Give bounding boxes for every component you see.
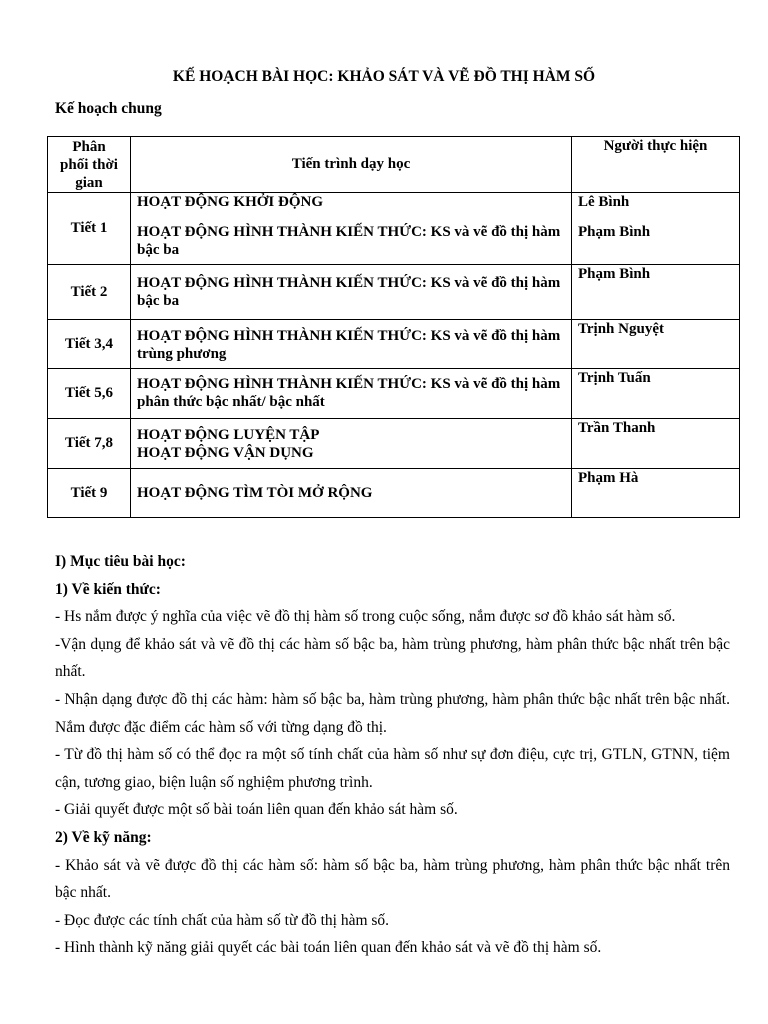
activity-cell [131,320,572,369]
activity-text: HOẠT ĐỘNG VẬN DỤNG [137,445,314,461]
table-row [48,320,740,369]
person-cell [572,469,740,518]
activity-text: HOẠT ĐỘNG HÌNH THÀNH KIẾN THỨC: KS và vẽ đồ thị hàm phân thức bậc nhất/ bậc nhất [137,376,561,410]
period-cell: Tiết 9 [48,469,131,518]
activity-cell [131,193,572,265]
knowledge-item: - Giải quyết được một số bài toán liên quan đến khảo sát hàm số. [55,801,458,819]
activity-text: HOẠT ĐỘNG HÌNH THÀNH KIẾN THỨC: KS và vẽ đồ thị hàm bậc ba [137,275,561,309]
table-header-row [48,137,740,193]
knowledge-item: - Nhận dạng được đồ thị các hàm: hàm số bậc ba, hàm trùng phương, hàm phân thức bậc nhất trên bậc nhất. Nắm được đặc điểm các hàm số với từng dạng đồ thị. [55,690,730,736]
knowledge-item: -Vận dụng để khảo sát và vẽ đồ thị các hàm số bậc ba, hàm trùng phương, hàm phân thức bậc nhất trên bậc nhất. [55,635,730,681]
header-time-line: gian [75,175,103,191]
person-cell [572,265,740,320]
skills-item: - Khảo sát và vẽ được đồ thị các hàm số: hàm số bậc ba, hàm trùng phương, hàm phân thức bậc nhất trên bậc nhất. [55,856,730,902]
header-person: Người thực hiện [572,137,740,193]
person-name: Trịnh Nguyệt [578,321,664,337]
activity-cell [131,419,572,469]
header-time [48,137,131,193]
person-name: Phạm Hà [578,470,639,486]
skills-heading: 2) Về kỹ năng: [55,828,152,846]
person-name: Phạm Bình [578,224,651,240]
activity-cell [131,369,572,419]
objectives-section [55,548,730,962]
person-name: Trịnh Tuấn [578,370,651,386]
activity-text: HOẠT ĐỘNG HÌNH THÀNH KIẾN THỨC: KS và vẽ đồ thị hàm bậc ba [137,224,561,258]
objectives-heading: I) Mục tiêu bài học: [55,553,186,570]
table-row [48,193,740,265]
lesson-plan-table [47,136,740,518]
activity-text: HOẠT ĐỘNG LUYỆN TẬP [137,427,320,443]
knowledge-heading: 1) Về kiến thức: [55,580,161,598]
skills-item: - Hình thành kỹ năng giải quyết các bài toán liên quan đến khảo sát và vẽ đồ thị hàm số. [55,939,602,957]
activity-text: HOẠT ĐỘNG TÌM TÒI MỞ RỘNG [137,485,373,501]
person-cell [572,320,740,369]
skills-item: - Đọc được các tính chất của hàm số từ đồ thị hàm số. [55,911,390,929]
activity-text: HOẠT ĐỘNG HÌNH THÀNH KIẾN THỨC: KS và vẽ đồ thị hàm trùng phương [137,328,561,362]
period-cell: Tiết 3,4 [48,320,131,369]
activity-cell [131,265,572,320]
activity-cell [131,469,572,518]
person-cell [572,193,740,265]
activity-text: HOẠT ĐỘNG KHỞI ĐỘNG [137,194,323,210]
table-row [48,265,740,320]
section-subtitle: Kế hoạch chung [55,100,162,117]
header-process: Tiến trình dạy học [131,137,572,193]
person-cell [572,419,740,469]
person-name: Trần Thanh [578,420,656,436]
person-name: Lê Bình [578,194,630,210]
person-name: Phạm Bình [578,266,651,282]
period-cell: Tiết 2 [48,265,131,320]
header-time-line: Phân [72,139,106,155]
knowledge-item: - Từ đồ thị hàm số có thể đọc ra một số tính chất của hàm số như sự đơn điệu, cực trị, GTLN, GTNN, tiệm cận, tương giao, biện luận số nghiệm phương trình. [55,746,730,791]
document-title: KẾ HOẠCH BÀI HỌC: KHẢO SÁT VÀ VẼ ĐỒ THỊ HÀM SỐ [172,68,596,85]
period-cell: Tiết 1 [48,193,131,265]
period-cell: Tiết 7,8 [48,419,131,469]
table-row [48,469,740,518]
table-row [48,369,740,419]
header-time-line: phối thời [60,157,118,173]
period-cell: Tiết 5,6 [48,369,131,419]
table-row [48,419,740,469]
person-cell [572,369,740,419]
knowledge-item: - Hs nắm được ý nghĩa của việc vẽ đồ thị hàm số trong cuộc sống, nắm được sơ đồ khảo sát hàm số. [55,608,676,626]
